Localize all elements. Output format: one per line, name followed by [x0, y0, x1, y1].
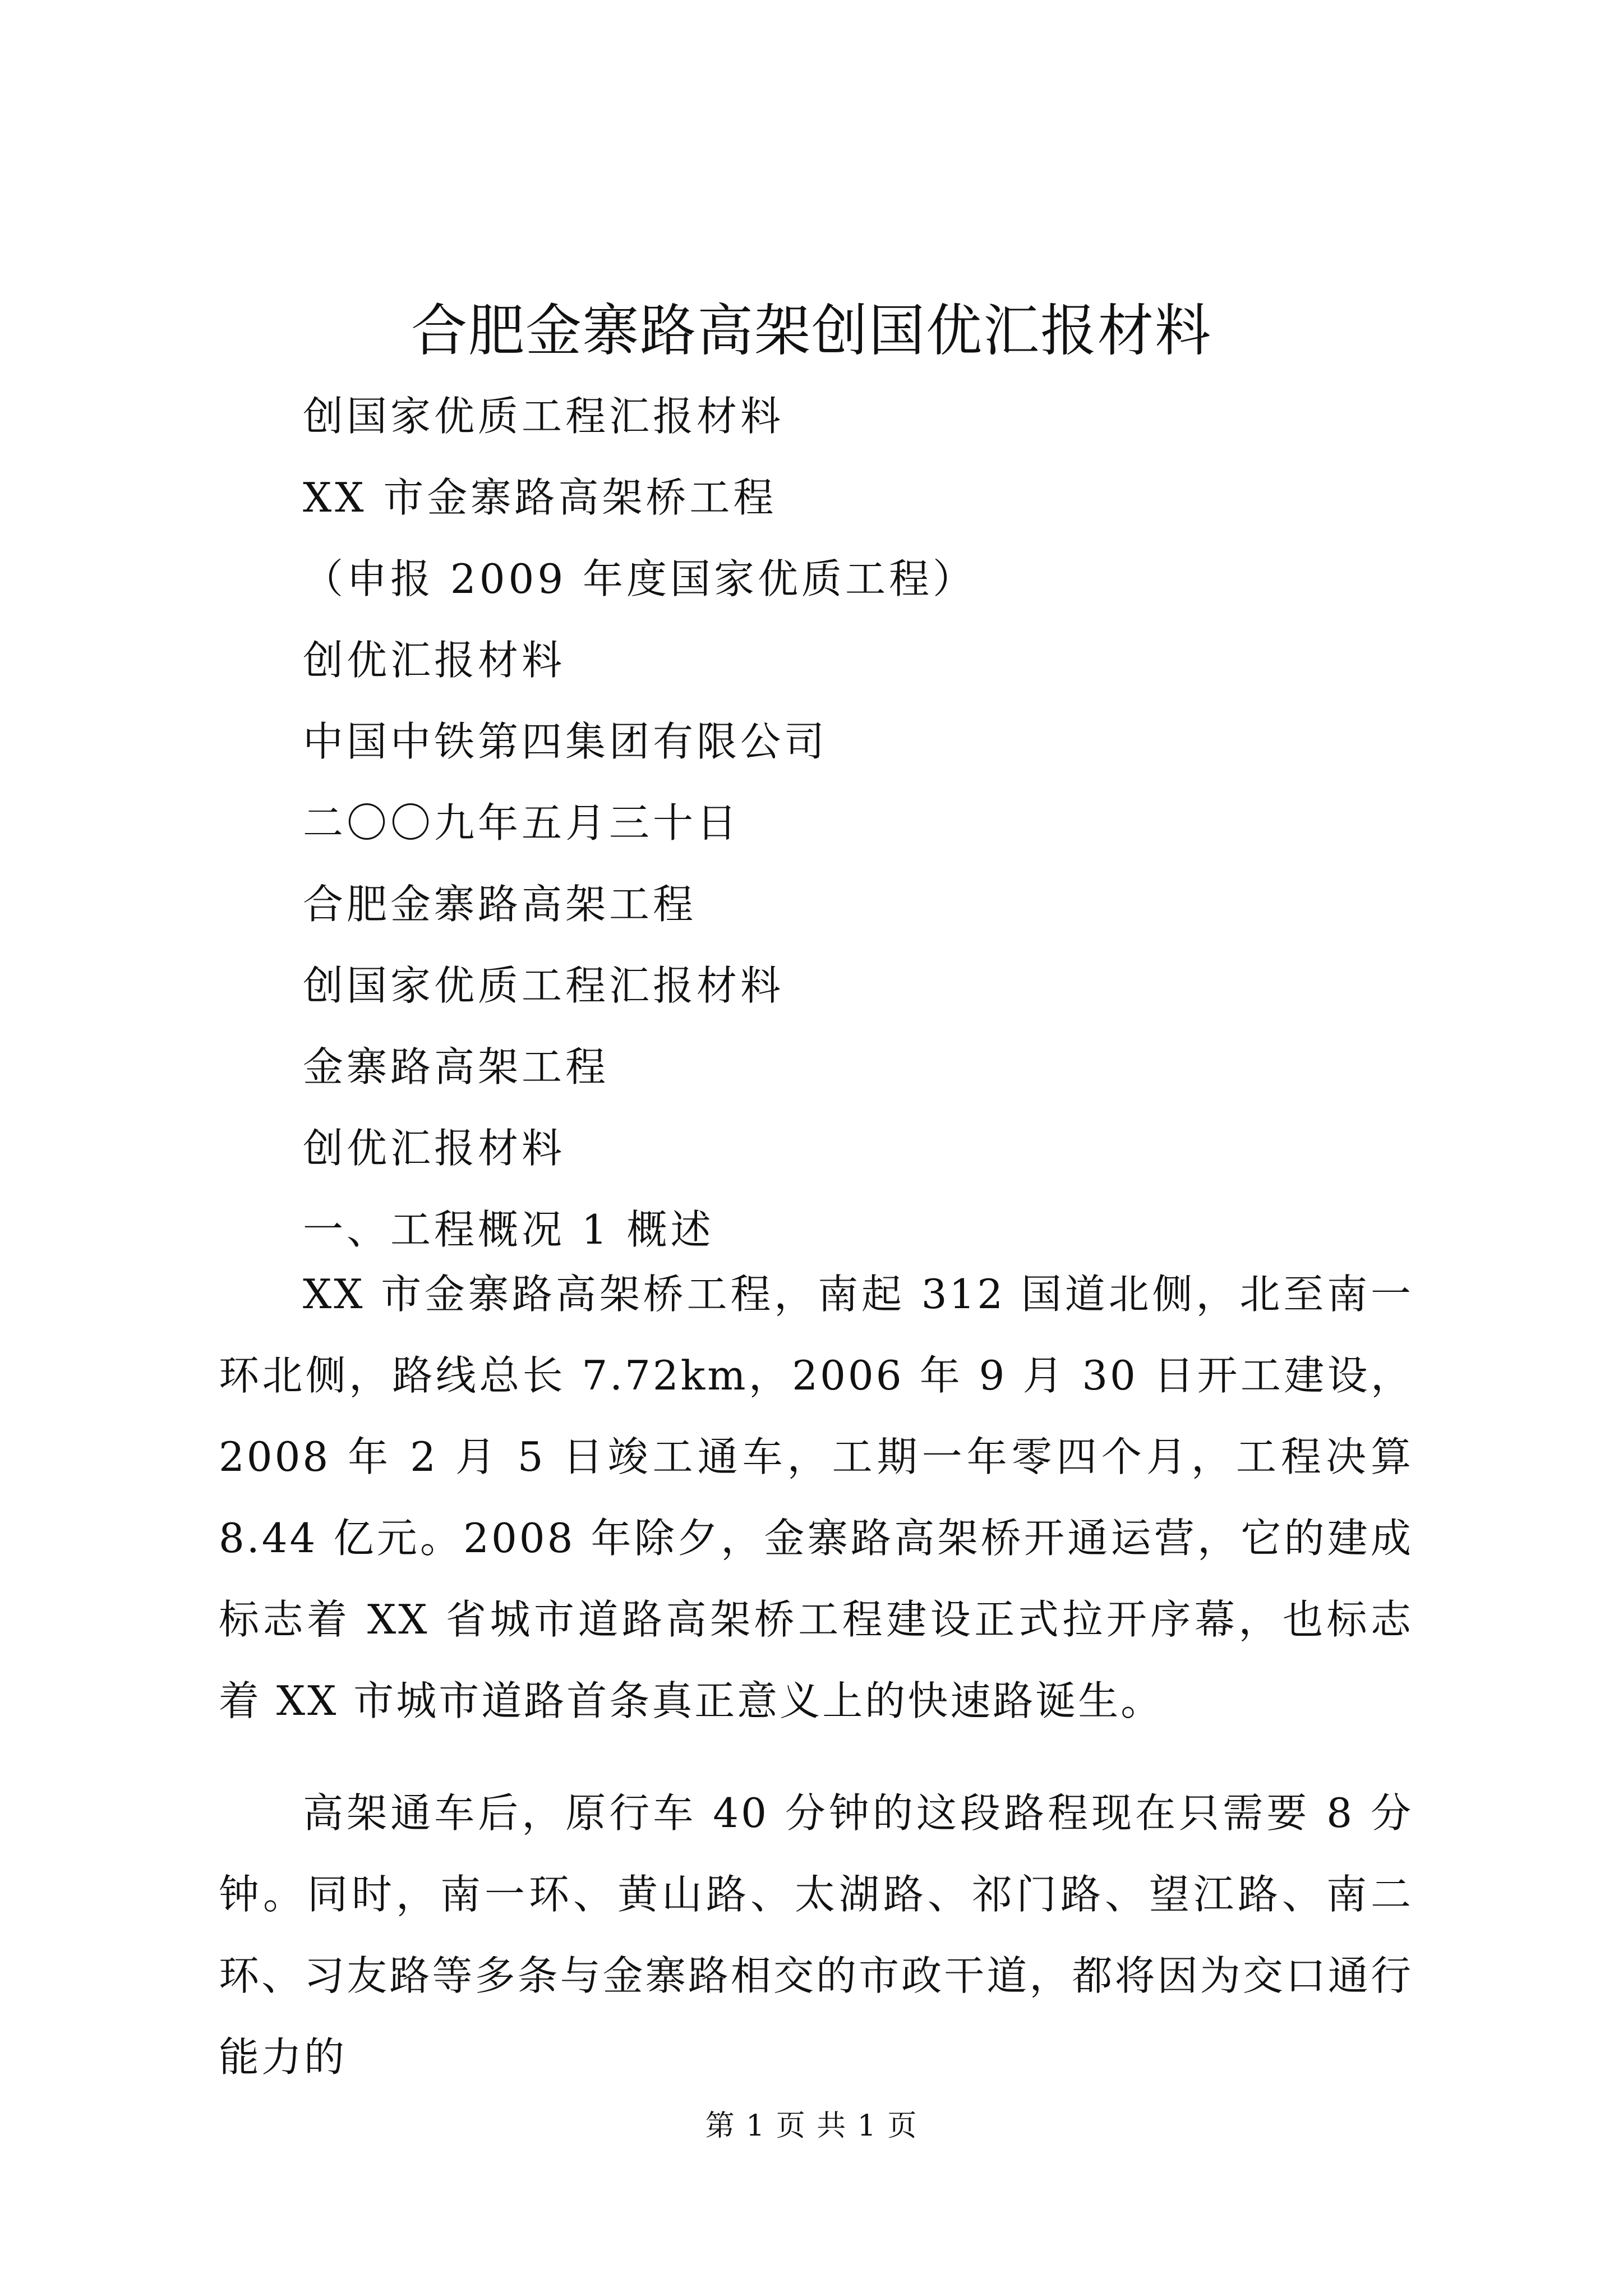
page-footer: 第 1 页 共 1 页: [705, 2109, 918, 2143]
text-line: 合肥金寨路高架工程: [303, 881, 697, 928]
text-line: XX 市金寨路高架桥工程: [303, 474, 777, 521]
text-line: 创优汇报材料: [303, 637, 566, 684]
body-paragraph: XX 市金寨路高架桥工程，南起 312 国道北侧，北至南一环北侧，路线总长 7.72km，2006 年 9 月 30 日开工建设，2008 年 2 月 5 日竣工通车，工期一年零四个月，工程决算 8.44 亿元。2008 年除夕，金寨路高架桥开通运营，它的建成标志着 XX 省城市道路高架桥工程建设正式拉开序幕，也标志着 XX 市城市道路首条真正意义上的快速路诞生。: [219, 1271, 1413, 1724]
heading-lines: [303, 376, 1424, 1271]
text-line: 金寨路高架工程: [303, 1043, 610, 1091]
text-line: 二〇〇九年五月三十日: [303, 799, 741, 846]
text-line: 创国家优质工程汇报材料: [303, 393, 785, 440]
text-line: 创优汇报材料: [303, 1125, 566, 1172]
document-title: 合肥金寨路高架创国优汇报材料: [411, 298, 1212, 364]
body-paragraph: 高架通车后，原行车 40 分钟的这段路程现在只需要 8 分钟。同时，南一环、黄山路、太湖路、祁门路、望江路、南二环、习友路等多条与金寨路相交的市政干道，都将因为交口通行能力的: [219, 1789, 1413, 2081]
text-line: 创国家优质工程汇报材料: [303, 962, 785, 1009]
section-heading: 一、工程概况 1 概述: [303, 1206, 714, 1253]
text-line: （申报 2009 年度国家优质工程）: [303, 555, 977, 602]
text-line: 中国中铁第四集团有限公司: [303, 718, 828, 765]
